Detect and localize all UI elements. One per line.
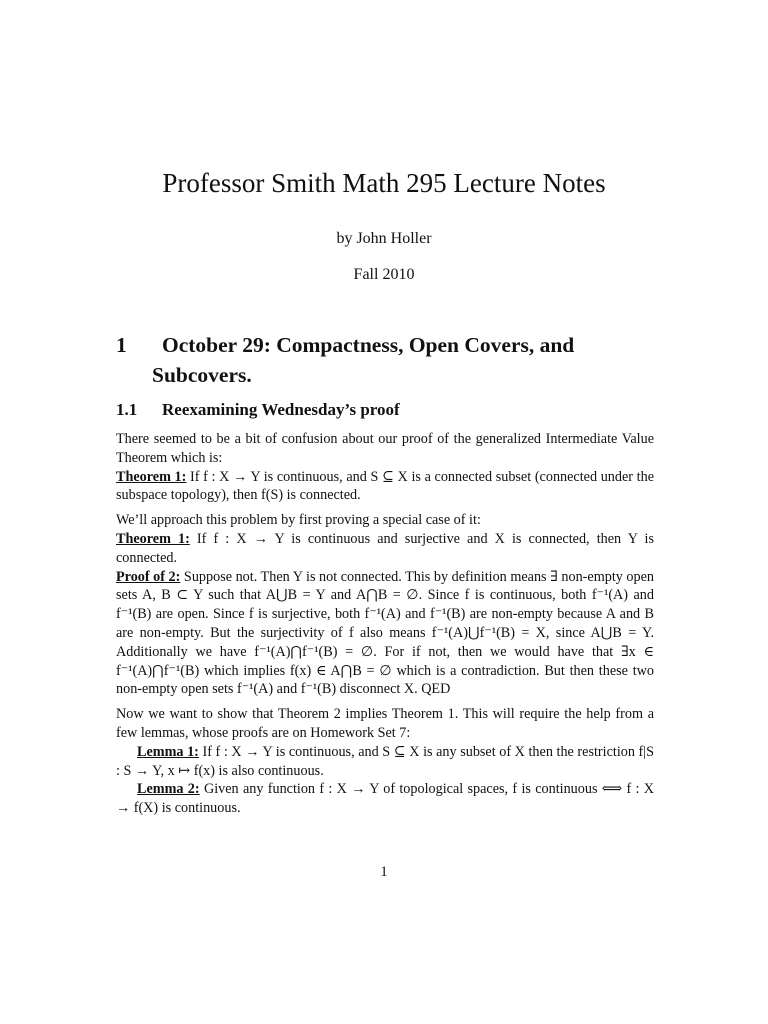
theorem1-label: Theorem 1:	[116, 468, 187, 485]
proof-label: Proof of 2:	[116, 568, 181, 585]
document-author: by John Holler	[336, 230, 432, 247]
section-heading	[116, 330, 656, 390]
lemma2-paragraph	[116, 780, 654, 818]
subsection-title: Reexamining Wednesday’s proof	[162, 400, 400, 419]
lemma1-label: Lemma 1:	[137, 743, 199, 760]
section-number: 1	[116, 333, 127, 357]
page-number: 1	[380, 864, 388, 880]
body-text	[116, 430, 654, 818]
section-title-line2: Subcovers.	[152, 363, 252, 387]
approach-paragraph: We’ll approach this problem by first proving a special case of it:	[116, 512, 481, 529]
now-paragraph: Now we want to show that Theorem 2 implies Theorem 1. This will require the help from a few lemmas, whose proofs are on Homework Set 7:	[116, 706, 654, 741]
lemma1-paragraph	[116, 743, 654, 781]
subsection-number: 1.1	[116, 400, 138, 419]
proof-paragraph	[116, 568, 654, 700]
theorem2-text: If f : X → Y is continuous and surjective and X is connected, then Y is connected.	[116, 530, 654, 566]
lemma2-text: Given any function f : X → Y of topological spaces, f is continuous ⟺ f : X → f(X) is continuous.	[116, 781, 655, 817]
theorem1-text: If f : X → Y is continuous, and S ⊆ X is a connected subset (connected under the subspace topology), then f(S) is connected.	[116, 468, 655, 504]
theorem1-paragraph	[116, 468, 654, 506]
section-title-line1: October 29: Compactness, Open Covers, and	[162, 333, 575, 357]
subsection-heading	[116, 400, 400, 420]
intro-paragraph: There seemed to be a bit of confusion about our proof of the generalized Intermediate Value Theorem which is:	[116, 431, 654, 466]
lemma1-text: If f : X → Y is continuous, and S ⊆ X is any subset of X then the restriction f|S : S → Y, x ↦ f(x) is also continuous.	[116, 743, 654, 779]
document-title: Professor Smith Math 295 Lecture Notes	[162, 168, 606, 198]
theorem2-paragraph	[116, 530, 654, 568]
document-date: Fall 2010	[353, 266, 415, 283]
lemma2-label: Lemma 2:	[137, 781, 200, 798]
theorem2-label: Theorem 1:	[116, 530, 190, 547]
proof-text: Suppose not. Then Y is not connected. This by definition means ∃ non-empty open sets A, B ⊂ Y such that A⋃B = Y and A⋂B = ∅. Since f is continuous, both f⁻¹(A) and f⁻¹(B) are open. Since f is surjective, both f⁻¹(A) and f⁻¹(B) are non-empty because A and B are non-empty. But the surjectivity of f also means f⁻¹(A)⋃f⁻¹(B) = X, since A⋃B = Y. Additionally we have f⁻¹(A)⋂f⁻¹(B) = ∅. For if not, then we would have that ∃x ∈ f⁻¹(A)⋂f⁻¹(B) which implies f(x) ∈ A⋂B = ∅ which is a contradiction. But then these two non-empty open sets f⁻¹(A) and f⁻¹(B) disconnect X. QED	[116, 568, 654, 698]
